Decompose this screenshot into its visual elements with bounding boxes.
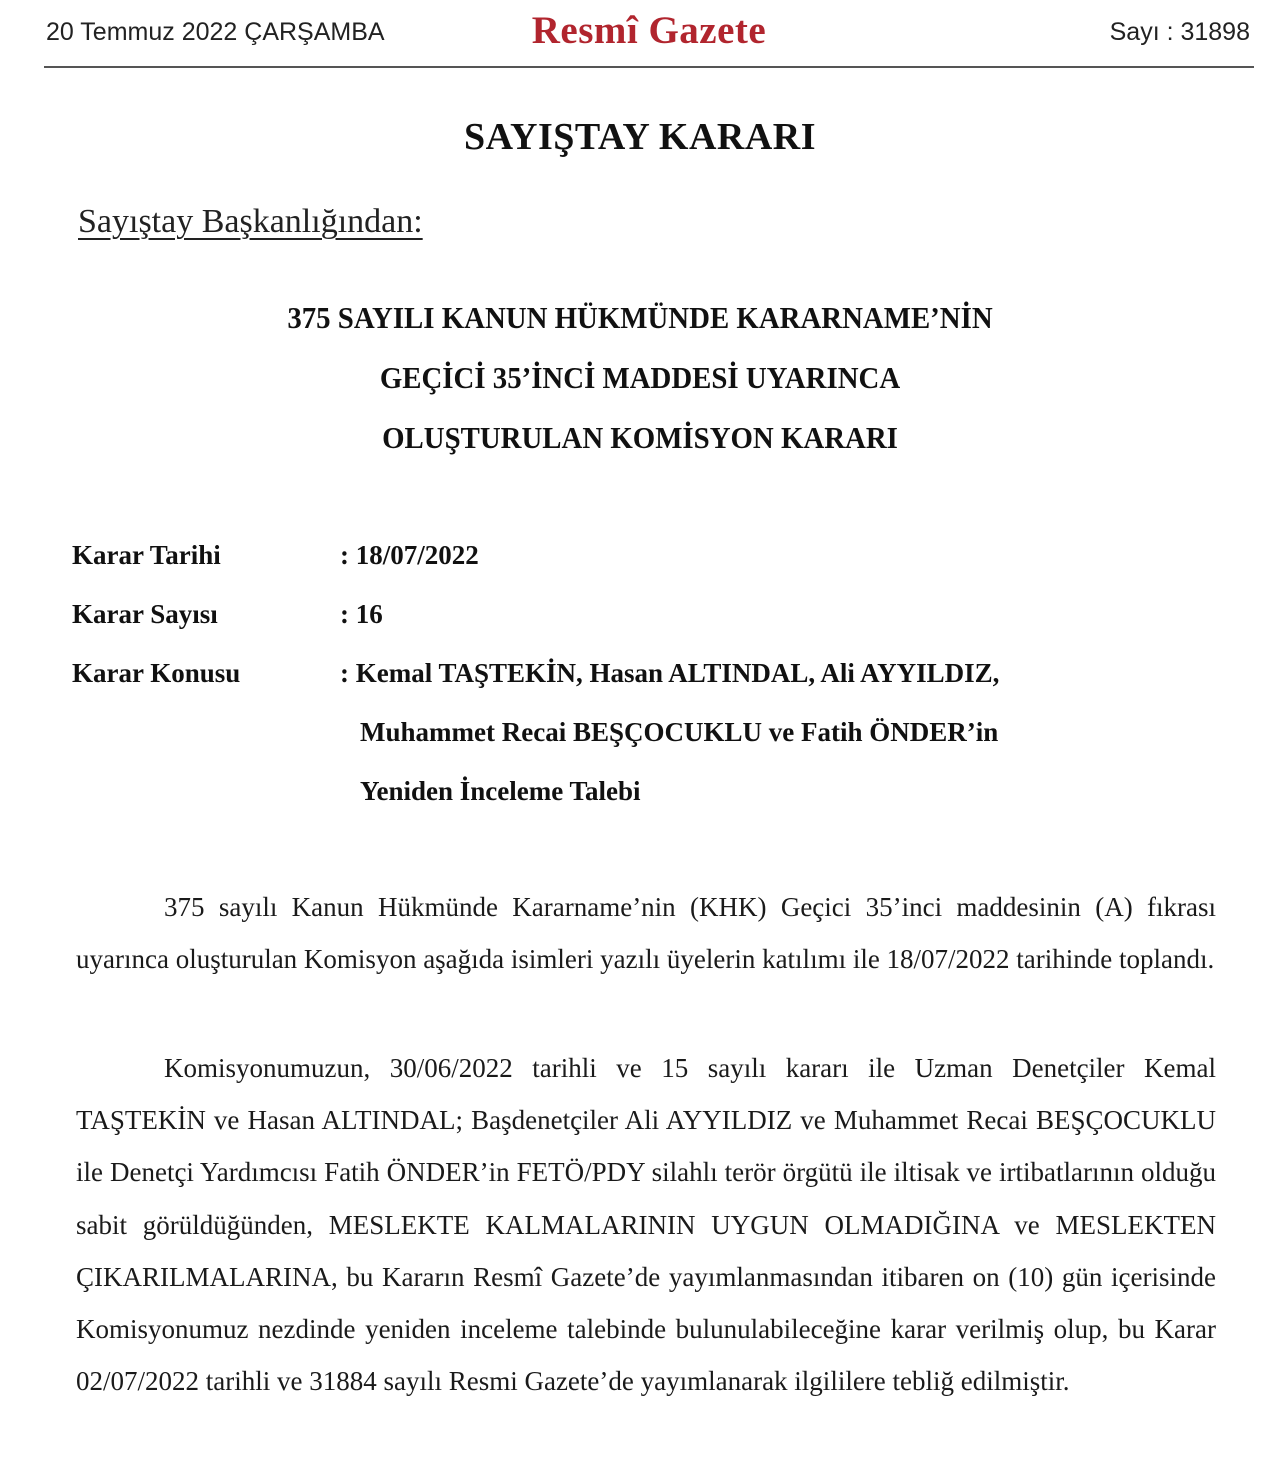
decision-date-label: Karar Tarihi bbox=[72, 540, 221, 570]
masthead bbox=[44, 0, 1254, 68]
meta-row-subject-cont bbox=[72, 717, 1222, 776]
issuer-line: Sayıştay Başkanlığından: bbox=[78, 203, 423, 240]
publication-date: 20 Temmuz 2022 ÇARŞAMBA bbox=[46, 18, 385, 46]
meta-row-subject-cont bbox=[72, 776, 1222, 835]
decision-subject-line: Muhammet Recai BEŞÇOCUKLU ve Fatih ÖNDER’in bbox=[360, 717, 999, 747]
publication-title: Resmî Gazete bbox=[531, 9, 767, 52]
decision-metadata bbox=[72, 540, 1222, 835]
decision-heading bbox=[45, 288, 1235, 468]
decision-number-value: : 16 bbox=[340, 599, 383, 629]
body-paragraph: 375 sayılı Kanun Hükmünde Kararname’nin (KHK) Geçici 35’inci maddesinin (A) fıkrası uyarınca oluşturulan Komisyon aşağıda isimleri yazılı üyelerin katılımı ile 18/07/2022 tarihinde toplandı. bbox=[76, 892, 1216, 975]
decision-number-label: Karar Sayısı bbox=[72, 599, 218, 629]
decision-subject-line: Yeniden İnceleme Talebi bbox=[360, 776, 641, 806]
decision-heading-line: OLUŞTURULAN KOMİSYON KARARI bbox=[382, 420, 898, 455]
decision-heading-line: GEÇİCİ 35’İNCİ MADDESİ UYARINCA bbox=[379, 360, 901, 395]
document-title: SAYIŞTAY KARARI bbox=[463, 116, 817, 158]
body-paragraph: Komisyonumuzun, 30/06/2022 tarihli ve 15 sayılı kararı ile Uzman Denetçiler Kemal TAŞTEKİN ve Hasan ALTINDAL; Başdenetçiler Ali AYYILDIZ ve Muhammet Recai BEŞÇOCUKLU ile Denetçi Yardımcısı Fatih ÖNDER’in FETÖ/PDY silahlı terör örgütü ile iltisak ve irtibatlarının olduğu sabit görüldüğünden, MESLEKTE KALMALARININ UYGUN OLMADIĞINA ve MESLEKTEN ÇIKARILMALARINA, bu Kararın Resmî Gazete’de yayımlanmasından itibaren on (10) gün içerisinde Komisyonumuz nezdinde yeniden inceleme talebinde bulunulabileceğine karar verilmiş olup, bu Karar 02/07/2022 tarihli ve 31884 sayılı Resmi Gazete’de yayımlanarak ilgililere tebliğ edilmiştir. bbox=[76, 1053, 1216, 1397]
issue-number: Sayı : 31898 bbox=[1109, 18, 1250, 46]
decision-subject-label: Karar Konusu bbox=[72, 658, 241, 688]
decision-date-value: : 18/07/2022 bbox=[340, 540, 479, 570]
decision-heading-line: 375 SAYILI KANUN HÜKMÜNDE KARARNAME’NİN bbox=[287, 300, 993, 335]
decision-subject-line: : Kemal TAŞTEKİN, Hasan ALTINDAL, Ali AYYILDIZ, bbox=[340, 658, 1000, 688]
meta-row-date bbox=[72, 540, 1222, 599]
meta-row-subject bbox=[72, 658, 1222, 717]
meta-row-number bbox=[72, 599, 1222, 658]
